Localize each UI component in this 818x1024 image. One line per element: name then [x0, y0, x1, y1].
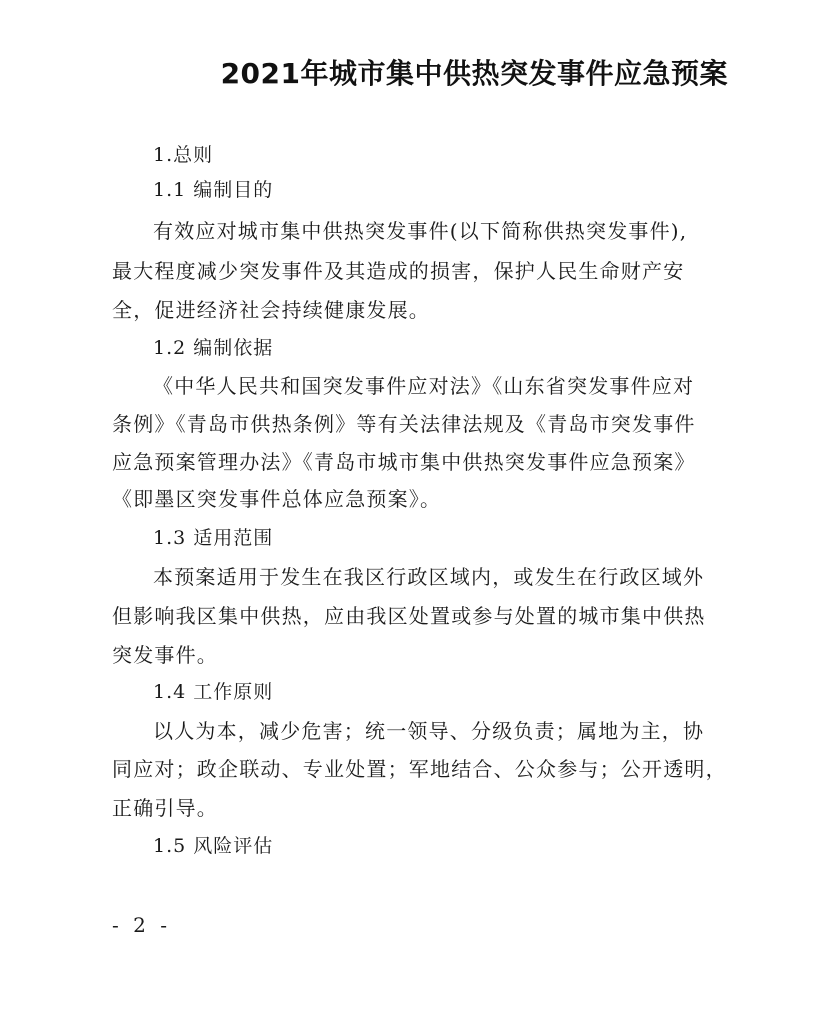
- paragraph-line: 正确引导。: [112, 796, 218, 820]
- paragraph-line: 但影响我区集中供热，应由我区处置或参与处置的城市集中供热: [112, 604, 706, 628]
- paragraph-line: 最大程度减少突发事件及其造成的损害，保护人民生命财产安: [112, 259, 685, 283]
- document-title: 2021年城市集中供热突发事件应急预案: [220, 57, 728, 90]
- section-heading-scope: 1.3 适用范围: [153, 527, 274, 549]
- paragraph-line: 《中华人民共和国突发事件应对法》《山东省突发事件应对: [153, 374, 695, 398]
- section-heading-principles: 1.4 工作原则: [153, 681, 274, 703]
- paragraph-line: 有效应对城市集中供热突发事件(以下简称供热突发事件),: [153, 219, 688, 243]
- section-heading-general: 1.总则: [153, 144, 214, 166]
- section-heading-purpose: 1.1 编制目的: [153, 179, 274, 201]
- page-number: - 2 -: [112, 913, 171, 937]
- paragraph-line: 应急预案管理办法》《青岛市城市集中供热突发事件应急预案》: [112, 450, 696, 474]
- paragraph-line: 以人为本，减少危害；统一领导、分级负责；属地为主，协: [153, 719, 705, 743]
- paragraph-line: 本预案适用于发生在我区行政区域内，或发生在行政区域外: [153, 565, 705, 589]
- paragraph-line: 条例》《青岛市供热条例》等有关法律法规及《青岛市突发事件: [112, 412, 696, 436]
- paragraph-line: 《即墨区突发事件总体应急预案》。: [112, 487, 442, 511]
- paragraph-line: 突发事件。: [112, 643, 218, 667]
- section-heading-basis: 1.2 编制依据: [153, 337, 274, 359]
- paragraph-line: 同应对；政企联动、专业处置；军地结合、公众参与；公开透明，: [112, 757, 727, 781]
- paragraph-line: 全，促进经济社会持续健康发展。: [112, 298, 430, 322]
- section-heading-risk-assessment: 1.5 风险评估: [153, 835, 274, 857]
